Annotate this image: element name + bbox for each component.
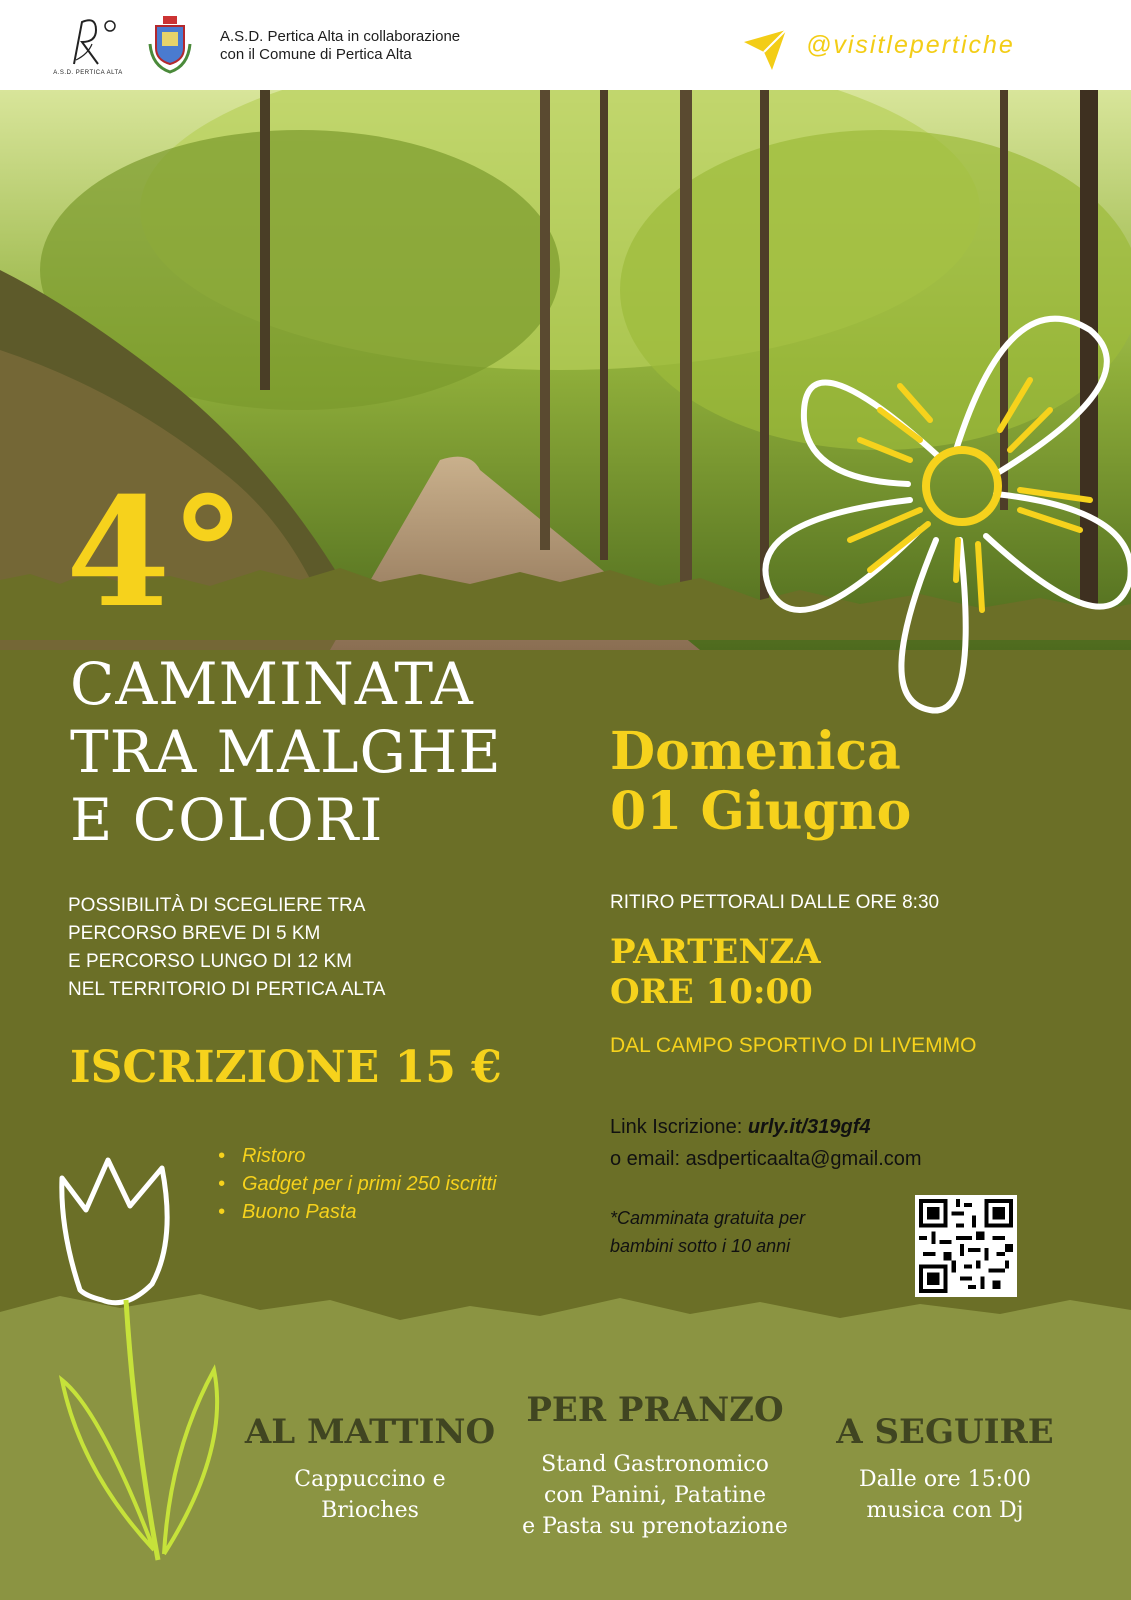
header-bar (0, 0, 1131, 90)
free-for-children-note (610, 1204, 805, 1260)
start-line-1: PARTENZA (610, 932, 821, 972)
flower-outline-icon (760, 290, 1131, 730)
event-title (70, 650, 502, 854)
perk-item: • Ristoro (216, 1142, 516, 1170)
event-date (610, 722, 911, 842)
desc-line-3: E PERCORSO LUNGO DI 12 KM (68, 951, 353, 972)
lunch-line-1: Stand Gastronomico (541, 1452, 769, 1477)
start-line-2: ORE 10:00 (610, 972, 813, 1012)
schedule-after-text (820, 1464, 1070, 1526)
link-label: Link Iscrizione: (610, 1116, 748, 1138)
registration-email[interactable]: o email: asdperticaalta@gmail.com (610, 1148, 922, 1170)
free-note-line-2: bambini sotto i 10 anni (610, 1236, 791, 1256)
morning-line-1: Cappuccino e (294, 1467, 446, 1492)
registration-fee: ISCRIZIONE 15 € (70, 1042, 502, 1093)
free-note-line-1: *Camminata gratuita per (610, 1208, 806, 1228)
route-description (68, 892, 385, 1004)
start-time (610, 932, 821, 1012)
perk-item: • Gadget per i primi 250 iscritti (216, 1170, 516, 1198)
tulip-outline-icon (40, 1150, 240, 1570)
schedule-after-title: A SEGUIRE (836, 1412, 1054, 1452)
asd-pertica-alta-logo (52, 14, 124, 80)
title-line-1: CAMMINATA (70, 650, 474, 718)
collab-line-1: A.S.D. Pertica Alta in collaborazione (220, 28, 461, 45)
schedule-lunch-text (500, 1449, 810, 1542)
registration-link-line (610, 1116, 870, 1139)
perk-item: • Buono Pasta (216, 1198, 516, 1226)
after-line-1: Dalle ore 15:00 (858, 1467, 1031, 1492)
schedule-morning-text (240, 1464, 500, 1526)
qr-code[interactable] (915, 1195, 1017, 1297)
schedule-lunch-title: PER PRANZO (526, 1390, 784, 1430)
comune-coat-of-arms (146, 14, 194, 76)
desc-line-4: NEL TERRITORIO DI PERTICA ALTA (68, 979, 386, 1000)
social-handle: @visitlepertiche (806, 31, 1015, 59)
desc-line-1: POSSIBILITÀ DI SCEGLIERE TRA (68, 895, 366, 916)
edition-number: 4° (66, 465, 246, 641)
lunch-line-2: con Panini, Patatine (543, 1483, 766, 1508)
start-location: DAL CAMPO SPORTIVO DI LIVEMMO (610, 1034, 977, 1057)
bib-pickup-time: RITIRO PETTORALI DALLE ORE 8:30 (610, 892, 940, 913)
desc-line-2: PERCORSO BREVE DI 5 KM (68, 923, 321, 944)
schedule-morning-title: AL MATTINO (244, 1412, 496, 1452)
perks-list (216, 1142, 516, 1226)
title-line-3: E COLORI (70, 786, 384, 854)
asd-logo-caption: A.S.D. PERTICA ALTA (53, 70, 123, 76)
registration-link[interactable]: urly.it/319gf4 (747, 1116, 871, 1138)
title-line-2: TRA MALGHE (70, 718, 502, 786)
date-line-2: 01 Giugno (610, 781, 912, 842)
after-line-2: musica con Dj (866, 1498, 1024, 1523)
morning-line-2: Brioches (321, 1498, 419, 1523)
paper-plane-icon (742, 26, 788, 72)
collab-line-2: con il Comune di Pertica Alta (220, 46, 412, 63)
collaboration-text (220, 28, 460, 64)
date-line-1: Domenica (610, 721, 901, 782)
lunch-line-3: e Pasta su prenotazione (522, 1514, 788, 1539)
